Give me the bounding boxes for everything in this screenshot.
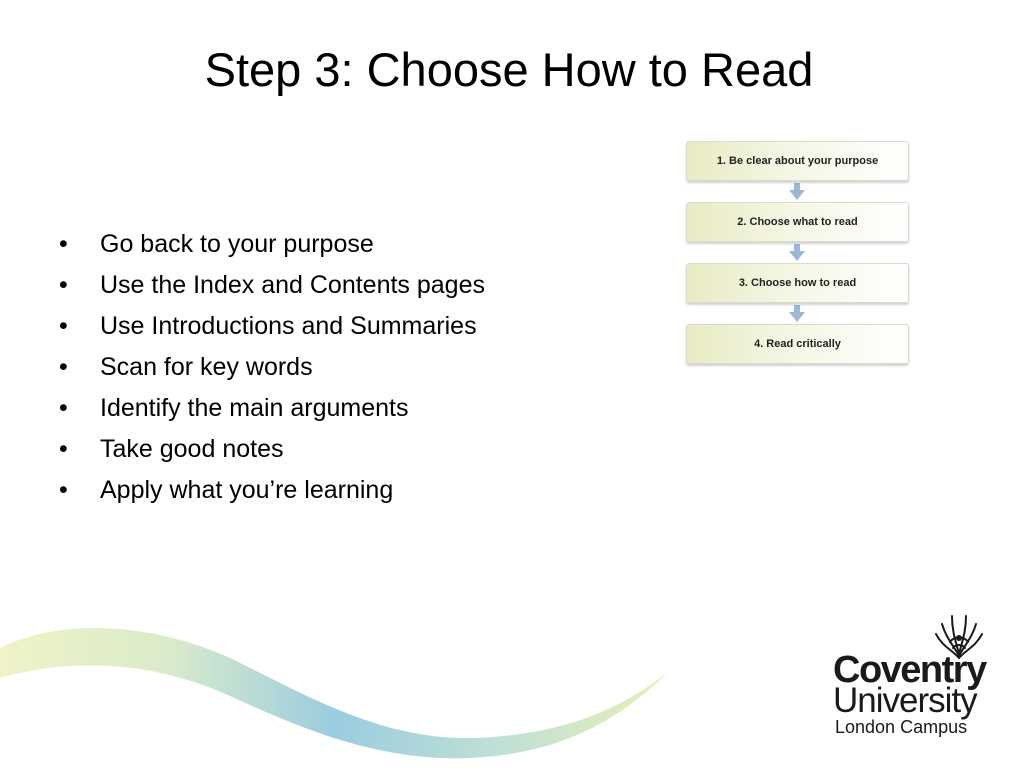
bullet-item — [58, 224, 485, 265]
bullet-text: Scan for key words — [100, 353, 313, 381]
bullet-marker: • — [59, 394, 68, 422]
flow-step-3: 3. Choose how to read — [686, 263, 909, 303]
bullet-text: Use the Index and Contents pages — [100, 271, 485, 299]
logo-wordmark-coventry: Coventry — [833, 649, 986, 691]
bullet-marker: • — [59, 353, 68, 381]
reading-process-flowchart — [686, 141, 909, 364]
decorative-wave — [0, 600, 680, 768]
bullet-list — [58, 224, 485, 511]
flow-arrow — [686, 181, 907, 202]
logo-wordmark-university: University — [833, 681, 977, 720]
flow-step-4: 4. Read critically — [686, 324, 909, 364]
bullet-text: Identify the main arguments — [100, 394, 409, 422]
bullet-marker: • — [59, 476, 68, 504]
down-arrow-icon — [789, 183, 805, 201]
bullet-item — [58, 429, 485, 470]
bullet-marker: • — [59, 312, 68, 340]
flow-arrow — [686, 303, 907, 324]
flow-step-2: 2. Choose what to read — [686, 202, 909, 242]
bullet-item — [58, 265, 485, 306]
coventry-university-logo — [830, 612, 990, 742]
bullet-text: Go back to your purpose — [100, 230, 374, 258]
bullet-item — [58, 470, 485, 511]
flow-arrow — [686, 242, 907, 263]
bullet-marker: • — [59, 271, 68, 299]
down-arrow-icon — [789, 244, 805, 262]
bullet-marker: • — [59, 230, 68, 258]
logo-campus-label: London Campus — [835, 717, 968, 737]
bullet-item — [58, 347, 485, 388]
bullet-item — [58, 306, 485, 347]
slide-title: Step 3: Choose How to Read — [204, 43, 814, 96]
bullet-text: Apply what you’re learning — [100, 476, 394, 504]
bullet-text: Take good notes — [100, 435, 284, 463]
flow-step-1: 1. Be clear about your purpose — [686, 141, 909, 181]
down-arrow-icon — [789, 305, 805, 323]
bullet-text: Use Introductions and Summaries — [100, 312, 477, 340]
bullet-marker: • — [59, 435, 68, 463]
bullet-item — [58, 388, 485, 429]
